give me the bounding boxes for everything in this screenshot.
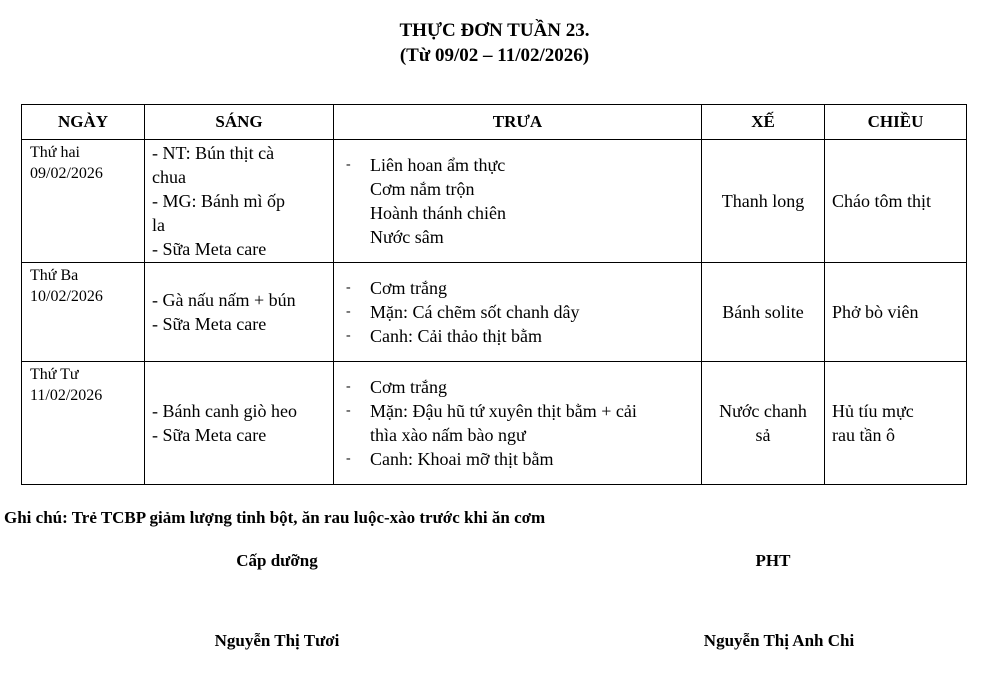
signature-role-cook: Cấp dưỡng xyxy=(236,551,318,570)
afternoon-cell xyxy=(825,263,967,362)
column-header-lunch: TRƯA xyxy=(334,105,702,140)
lunch-item: - Mặn: Đậu hũ tứ xuyên thịt bằm + cải xyxy=(346,399,701,423)
lunch-item: - Canh: Cải thảo thịt bằm xyxy=(346,324,701,348)
afternoon-line: Phở bò viên xyxy=(832,302,919,322)
morning-line: - Sữa Meta care xyxy=(152,239,267,259)
day-date: 11/02/2026 xyxy=(30,387,103,404)
snack-cell xyxy=(702,362,825,485)
day-date: 10/02/2026 xyxy=(30,288,103,305)
note-text: Ghi chú: Trẻ TCBP giảm lượng tinh bột, ăn rau luộc-xào trước khi ăn cơm xyxy=(4,508,546,527)
day-cell xyxy=(22,263,145,362)
morning-line: - Sữa Meta care xyxy=(152,425,267,445)
lunch-list xyxy=(334,153,701,249)
afternoon-line: Hủ tíu mực xyxy=(832,401,914,421)
column-header-day: NGÀY xyxy=(22,105,145,140)
lunch-item: Nước sâm xyxy=(370,227,444,247)
snack-cell xyxy=(702,263,825,362)
day-date: 09/02/2026 xyxy=(30,165,103,182)
page-title: THỰC ĐƠN TUẦN 23. xyxy=(399,20,590,41)
day-cell xyxy=(22,362,145,485)
lunch-item: - Liên hoan ẩm thực xyxy=(346,153,701,177)
table-row xyxy=(22,362,967,485)
day-name: Thứ hai xyxy=(30,144,80,161)
column-header-morning: SÁNG xyxy=(145,105,334,140)
morning-cell xyxy=(145,362,334,485)
menu-table xyxy=(21,104,967,485)
signature-name-vice-principal: Nguyễn Thị Anh Chi xyxy=(703,631,855,650)
morning-line: - Bánh canh giò heo xyxy=(152,401,297,421)
page-subtitle: (Từ 09/02 – 11/02/2026) xyxy=(399,45,590,66)
snack-line: Thanh long xyxy=(721,191,805,211)
lunch-item: - Mặn: Cá chẽm sốt chanh dây xyxy=(346,300,701,324)
lunch-item: - Cơm trắng xyxy=(346,276,701,300)
signature-name-cook: Nguyễn Thị Tươi xyxy=(214,631,340,650)
lunch-item: thìa xào nấm bào ngư xyxy=(370,425,526,445)
snack-line: Bánh solite xyxy=(722,302,804,322)
morning-line: - Gà nấu nấm + bún xyxy=(152,290,296,310)
table-row xyxy=(22,263,967,362)
signature-role-vice-principal: PHT xyxy=(755,551,791,570)
afternoon-line: Cháo tôm thịt xyxy=(832,191,931,211)
table-header-row xyxy=(22,105,967,140)
snack-line: Nước chanh xyxy=(719,401,807,421)
lunch-list xyxy=(334,375,701,471)
lunch-cell xyxy=(334,263,702,362)
afternoon-cell xyxy=(825,362,967,485)
afternoon-line: rau tần ô xyxy=(832,425,895,445)
morning-cell xyxy=(145,263,334,362)
morning-line: - Sữa Meta care xyxy=(152,314,267,334)
morning-line: la xyxy=(152,215,165,235)
lunch-cell xyxy=(334,362,702,485)
morning-line: - NT: Bún thịt cà xyxy=(152,143,275,163)
afternoon-cell xyxy=(825,140,967,263)
day-name: Thứ Ba xyxy=(30,267,79,284)
day-cell xyxy=(22,140,145,263)
menu-table-body xyxy=(22,140,967,485)
lunch-item: - Canh: Khoai mỡ thịt bằm xyxy=(346,447,701,471)
column-header-afternoon: CHIỀU xyxy=(825,105,967,140)
lunch-item: Hoành thánh chiên xyxy=(370,203,506,223)
morning-line: - MG: Bánh mì ốp xyxy=(152,191,285,211)
morning-line: chua xyxy=(152,167,186,187)
day-name: Thứ Tư xyxy=(30,366,79,383)
snack-cell xyxy=(702,140,825,263)
lunch-list xyxy=(334,276,701,348)
morning-cell xyxy=(145,140,334,263)
lunch-item: - Cơm trắng xyxy=(346,375,701,399)
lunch-cell xyxy=(334,140,702,263)
lunch-item: Cơm nắm trộn xyxy=(370,179,475,199)
column-header-snack: XẾ xyxy=(702,105,825,140)
table-row xyxy=(22,140,967,263)
snack-line: sả xyxy=(755,425,771,445)
